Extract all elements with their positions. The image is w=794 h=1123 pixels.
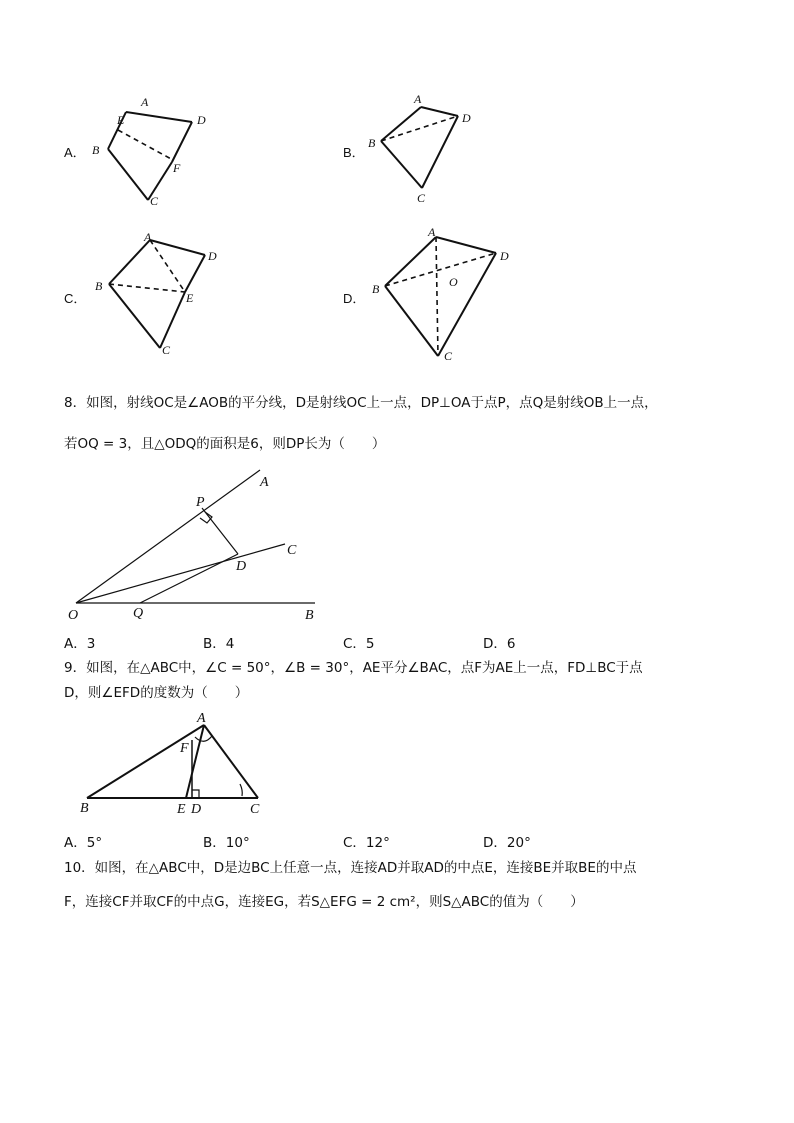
q8-option-c[interactable]: C．5 [343,636,375,652]
option-a-label: A． [64,145,86,160]
question-9-text-line1: 9．如图，在△ABC中，∠C = 50°，∠B = 30°，AE平分∠BAC，点F为AE上一点，FD⊥BC于点 [64,660,643,676]
option-d-label: D． [343,291,366,306]
q8-option-a[interactable]: A．3 [64,636,96,652]
point-label-b: B [95,279,103,293]
point-label-o: O [449,275,458,289]
point-label-c: C [444,349,453,363]
point-label-b: B [305,608,314,623]
q9-option-c[interactable]: C．12° [343,835,390,851]
point-label-e: E [177,802,186,817]
point-label-b: B [92,143,100,157]
point-label-a: A [428,225,436,239]
point-label-c: C [287,543,297,558]
point-label-a: A [144,230,152,244]
point-label-c: C [417,191,426,205]
point-label-f: F [180,741,189,756]
q9-option-d[interactable]: D．20° [483,835,531,851]
point-label-b: B [372,282,380,296]
q9-option-b[interactable]: B．10° [203,835,250,851]
point-label-o: O [68,608,79,623]
point-label-p: P [196,495,205,510]
q8-option-b[interactable]: B．4 [203,636,235,652]
question-10-text-line1: 10．如图，在△ABC中，D是边BC上任意一点，连接AD并取AD的中点E，连接BE并取BE的中点 [64,860,637,876]
point-label-d: D [462,111,471,125]
point-label-b: B [80,801,89,816]
point-label-d: D [191,802,202,817]
point-label-a: A [260,475,269,490]
question-9-text-line2: D，则∠EFD的度数为（ ） [64,685,249,701]
point-label-f: F [173,161,181,175]
point-label-q: Q [133,606,144,621]
point-label-d: D [236,559,247,574]
q8-option-d[interactable]: D．6 [483,636,516,652]
question-9-figure [70,704,290,824]
point-label-a: A [141,95,149,109]
question-8-figure [60,466,330,626]
option-d-figure [360,220,530,365]
point-label-e: E [186,291,194,305]
point-label-c: C [250,802,260,817]
option-c-figure [90,228,240,363]
question-10-text-line2: F，连接CF并取CF的中点G，连接EG，若S△EFG = 2 cm²，则S△ABC的值为（ ） [64,894,584,910]
q9-option-a[interactable]: A．5° [64,835,103,851]
question-8-text-line2: 若OQ = 3，且△ODQ的面积是6，则DP长为（ ） [64,436,386,452]
point-label-d: D [197,113,206,127]
point-label-b: B [368,136,376,150]
point-label-c: C [150,194,159,208]
question-8-text-line1: 8．如图，射线OC是∠AOB的平分线，D是射线OC上一点，DP⊥OA于点P，点Q是射线OB上一点， [64,395,658,411]
point-label-a: A [197,711,206,726]
point-label-e: E [117,113,125,127]
option-a-figure [80,92,230,217]
option-b-label: B． [343,145,365,160]
option-c-label: C． [64,291,87,306]
point-label-d: D [208,249,217,263]
point-label-d: D [500,249,509,263]
point-label-c: C [162,343,171,357]
point-label-a: A [414,92,422,106]
option-b-figure [360,88,490,213]
